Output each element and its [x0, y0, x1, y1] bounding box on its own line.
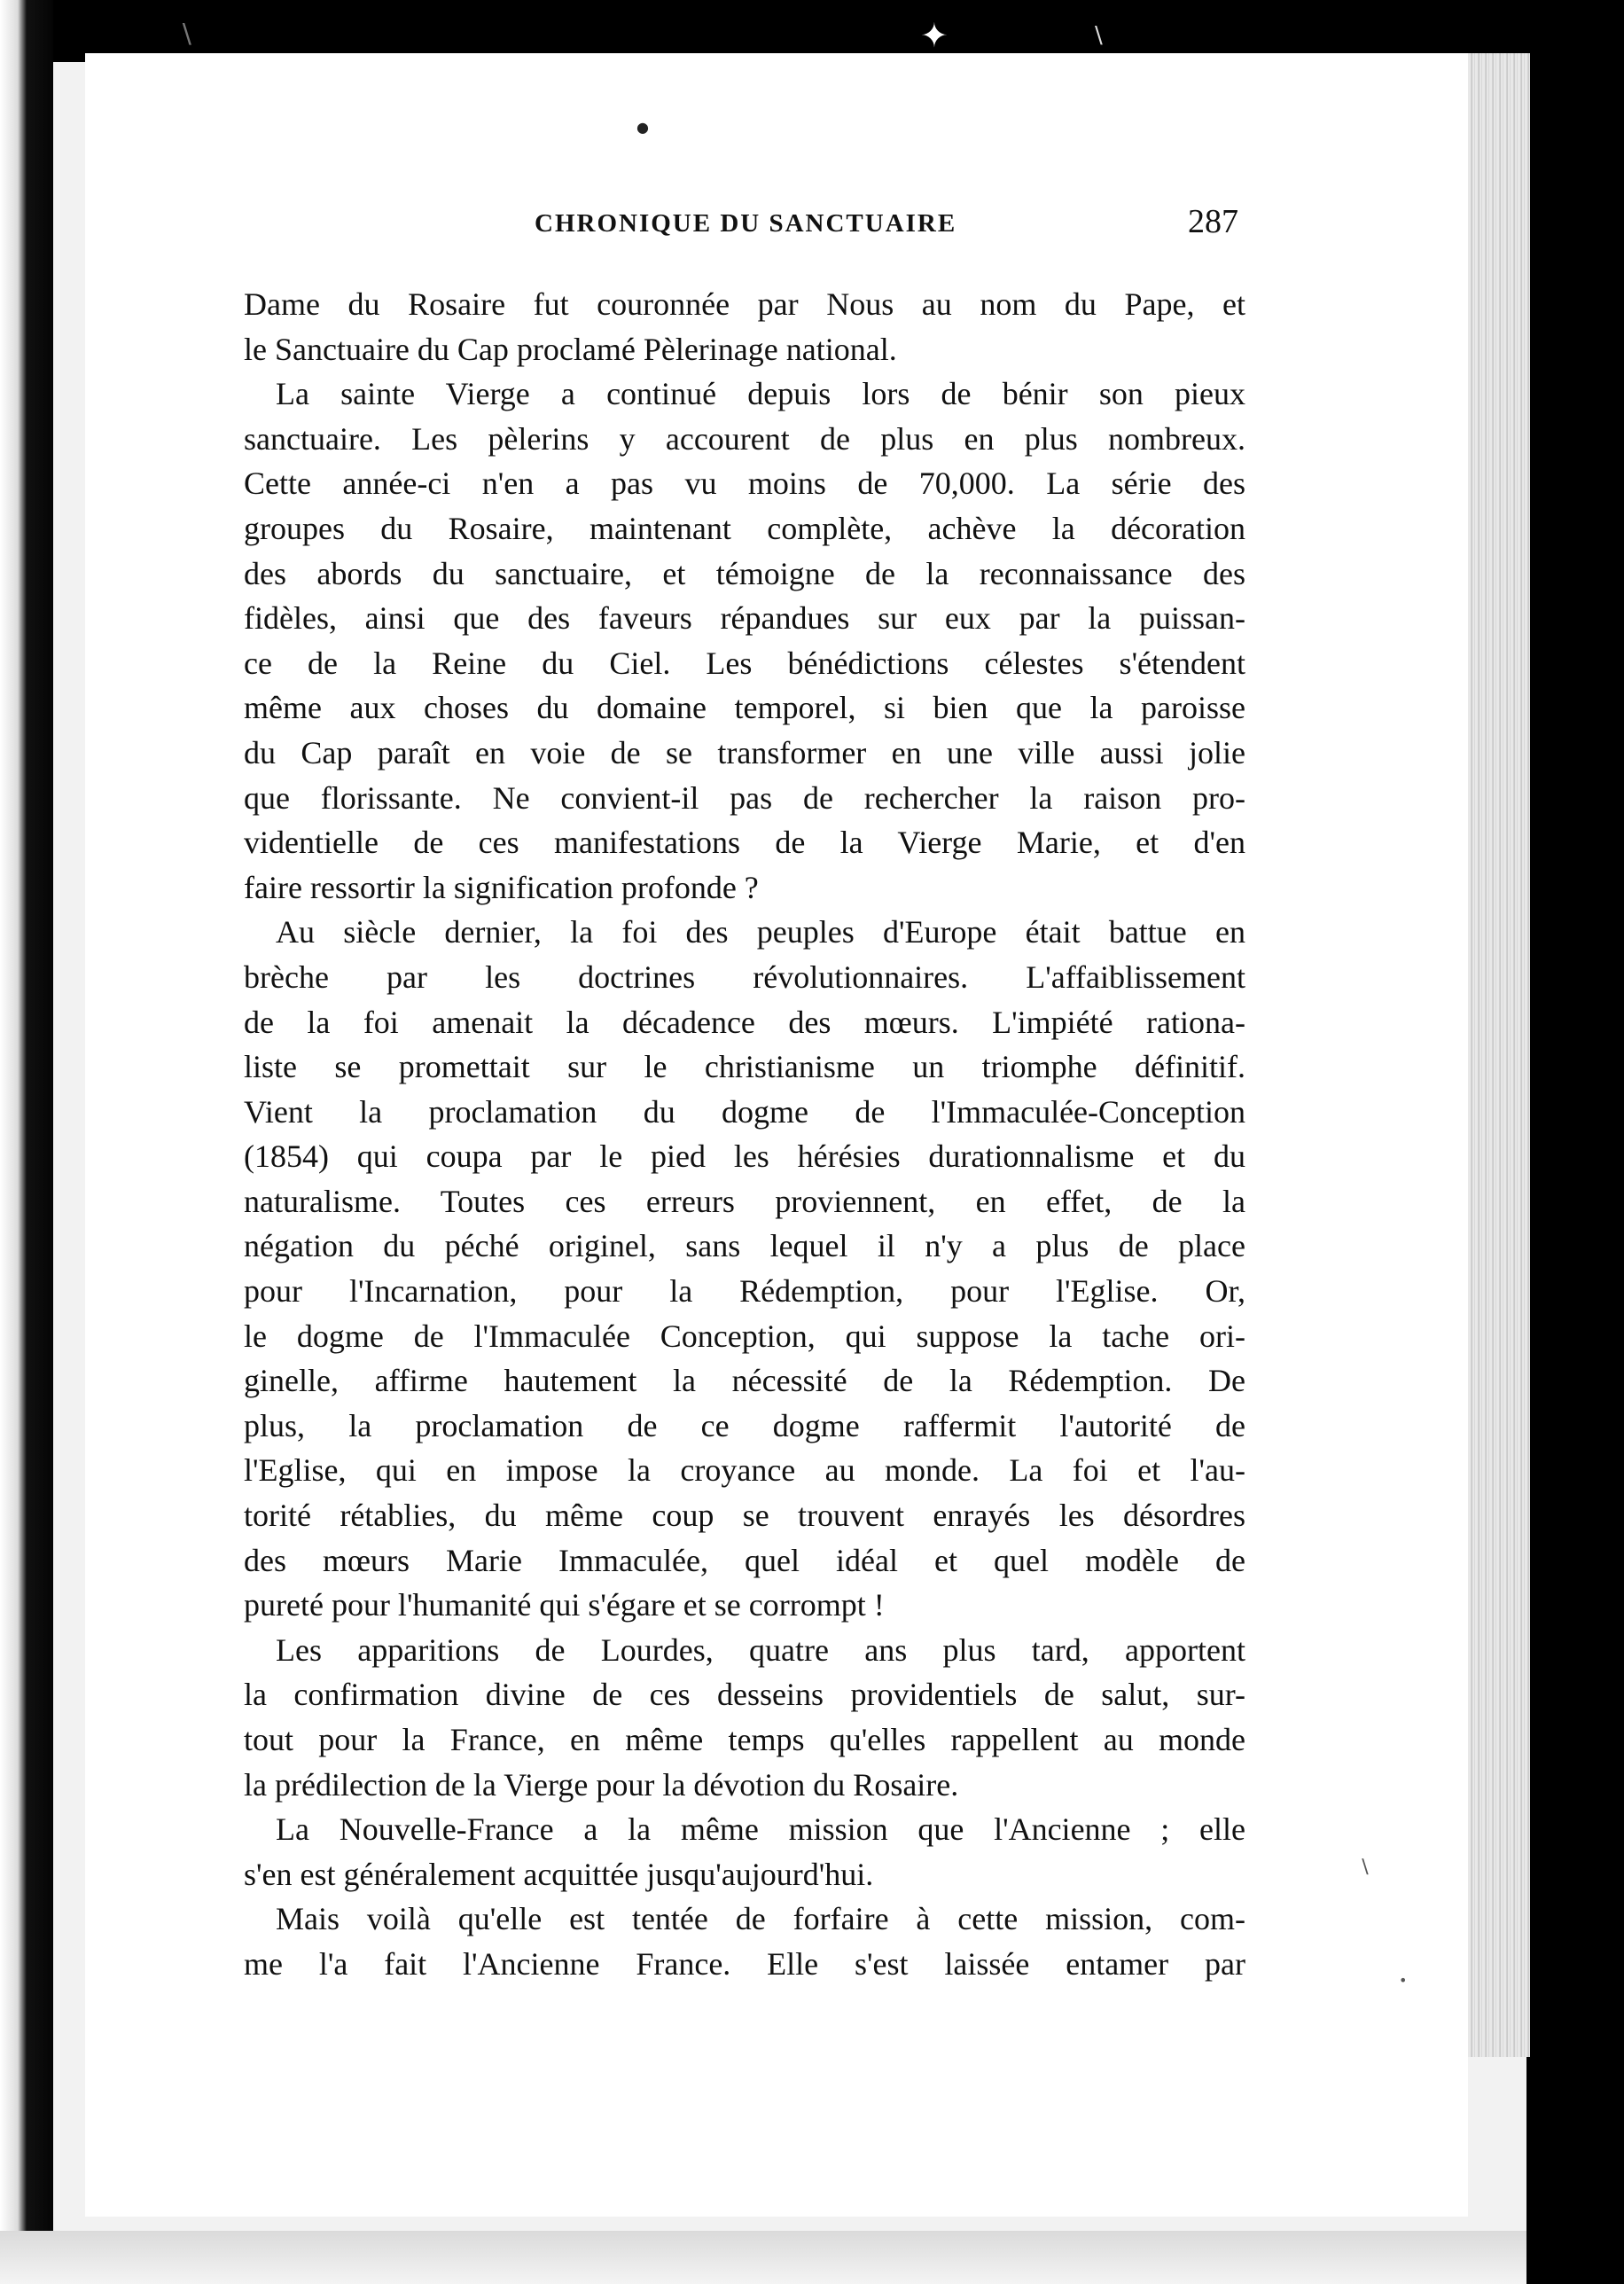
text-line: que florissante. Ne convient-il pas de rechercher la raison pro-	[244, 779, 1245, 816]
text-line: torité rétablies, du même coup se trouvent enrayés les désordres	[244, 1498, 1245, 1534]
scan-speck: ∖	[177, 20, 195, 51]
text-line: tout pour la France, en même temps qu'elles rappellent au monde	[244, 1722, 1245, 1757]
text-line: l'Eglise, qui en impose la croyance au monde. La foi et l'au-	[244, 1452, 1245, 1489]
scan-speck: •	[1399, 1972, 1408, 1989]
text-line: s'en est généralement acquittée jusqu'aujourd'hui.	[244, 1856, 874, 1892]
text-line: ginelle, affirme hautement la nécessité de la Rédemption. De	[244, 1363, 1245, 1399]
running-head: CHRONIQUE DU SANCTUAIRE	[535, 209, 957, 238]
text-line: des mœurs Marie Immaculée, quel idéal et quel modèle de	[244, 1542, 1245, 1578]
scan-speck: ✦	[920, 16, 949, 55]
text-line: ce de la Reine du Ciel. Les bénédictions célestes s'étendent	[244, 645, 1245, 681]
text-line: Mais voilà qu'elle est tentée de forfaire à cette mission, com-	[276, 1901, 1245, 1937]
text-line: liste se promettait sur le christianisme un triomphe définitif.	[244, 1049, 1245, 1085]
text-line: me l'a fait l'Ancienne France. Elle s'est laissée entamer par	[244, 1945, 1245, 1982]
scan-right-border	[1526, 0, 1624, 2284]
scan-speck: ●	[636, 119, 649, 136]
text-line: pureté pour l'humanité qui s'égare et se corrompt !	[244, 1587, 885, 1623]
body-text	[244, 282, 1245, 1987]
text-line: naturalisme. Toutes ces erreurs proviennent, en effet, de la	[244, 1183, 1245, 1219]
text-line: de la foi amenait la décadence des mœurs. L'impiété rationa-	[244, 1004, 1245, 1040]
text-line: Vient la proclamation du dogme de l'Immaculée-Conception	[244, 1093, 1245, 1130]
scan-speck: ∖	[1358, 1857, 1371, 1879]
text-line: La sainte Vierge a continué depuis lors de bénir son pieux	[276, 376, 1245, 412]
text-line: fidèles, ainsi que des faveurs répandues sur eux par la puissan-	[244, 600, 1245, 637]
text-line: la confirmation divine de ces desseins providentiels de salut, sur-	[244, 1677, 1245, 1713]
text-line: plus, la proclamation de ce dogme raffermit l'autorité de	[244, 1407, 1245, 1443]
text-line: Au siècle dernier, la foi des peuples d'Europe était battue en	[276, 914, 1245, 950]
text-line: négation du péché originel, sans lequel il n'y a plus de place	[244, 1228, 1245, 1264]
book-spine-shadow	[0, 0, 53, 2284]
text-line: sanctuaire. Les pèlerins y accourent de plus en plus nombreux.	[244, 420, 1245, 457]
text-line: la prédilection de la Vierge pour la dévotion du Rosaire.	[244, 1766, 959, 1803]
scan-speck: ∖	[1090, 23, 1105, 50]
text-line: brèche par les doctrines révolutionnaires. L'affaiblissement	[244, 958, 1245, 995]
text-line: le dogme de l'Immaculée Conception, qui suppose la tache ori-	[244, 1318, 1245, 1354]
text-line: des abords du sanctuaire, et témoigne de la reconnaissance des	[244, 555, 1245, 591]
text-line: même aux choses du domaine temporel, si bien que la paroisse	[244, 690, 1245, 726]
text-line: le Sanctuaire du Cap proclamé Pèlerinage national.	[244, 331, 897, 367]
text-line: faire ressortir la signification profonde ?	[244, 869, 759, 905]
page-number: 287	[1188, 203, 1238, 240]
text-line: Cette année-ci n'en a pas vu moins de 70,000. La série des	[244, 465, 1245, 502]
text-line: pour l'Incarnation, pour la Rédemption, pour l'Eglise. Or,	[244, 1273, 1245, 1310]
page-header	[253, 202, 1238, 255]
text-line: Dame du Rosaire fut couronnée par Nous au nom du Pape, et	[244, 286, 1245, 322]
text-line: groupes du Rosaire, maintenant complète, achève la décoration	[244, 510, 1245, 546]
text-line: du Cap paraît en voie de se transformer en une ville aussi jolie	[244, 734, 1245, 770]
text-line: (1854) qui coupa par le pied les hérésies durationnalisme et du	[244, 1138, 1245, 1175]
text-line: videntielle de ces manifestations de la Vierge Marie, et d'en	[244, 825, 1245, 861]
text-line: La Nouvelle-France a la même mission que l'Ancienne ; elle	[276, 1811, 1245, 1848]
text-line: Les apparitions de Lourdes, quatre ans plus tard, apportent	[276, 1631, 1245, 1668]
scan-bottom-border	[0, 2231, 1624, 2284]
